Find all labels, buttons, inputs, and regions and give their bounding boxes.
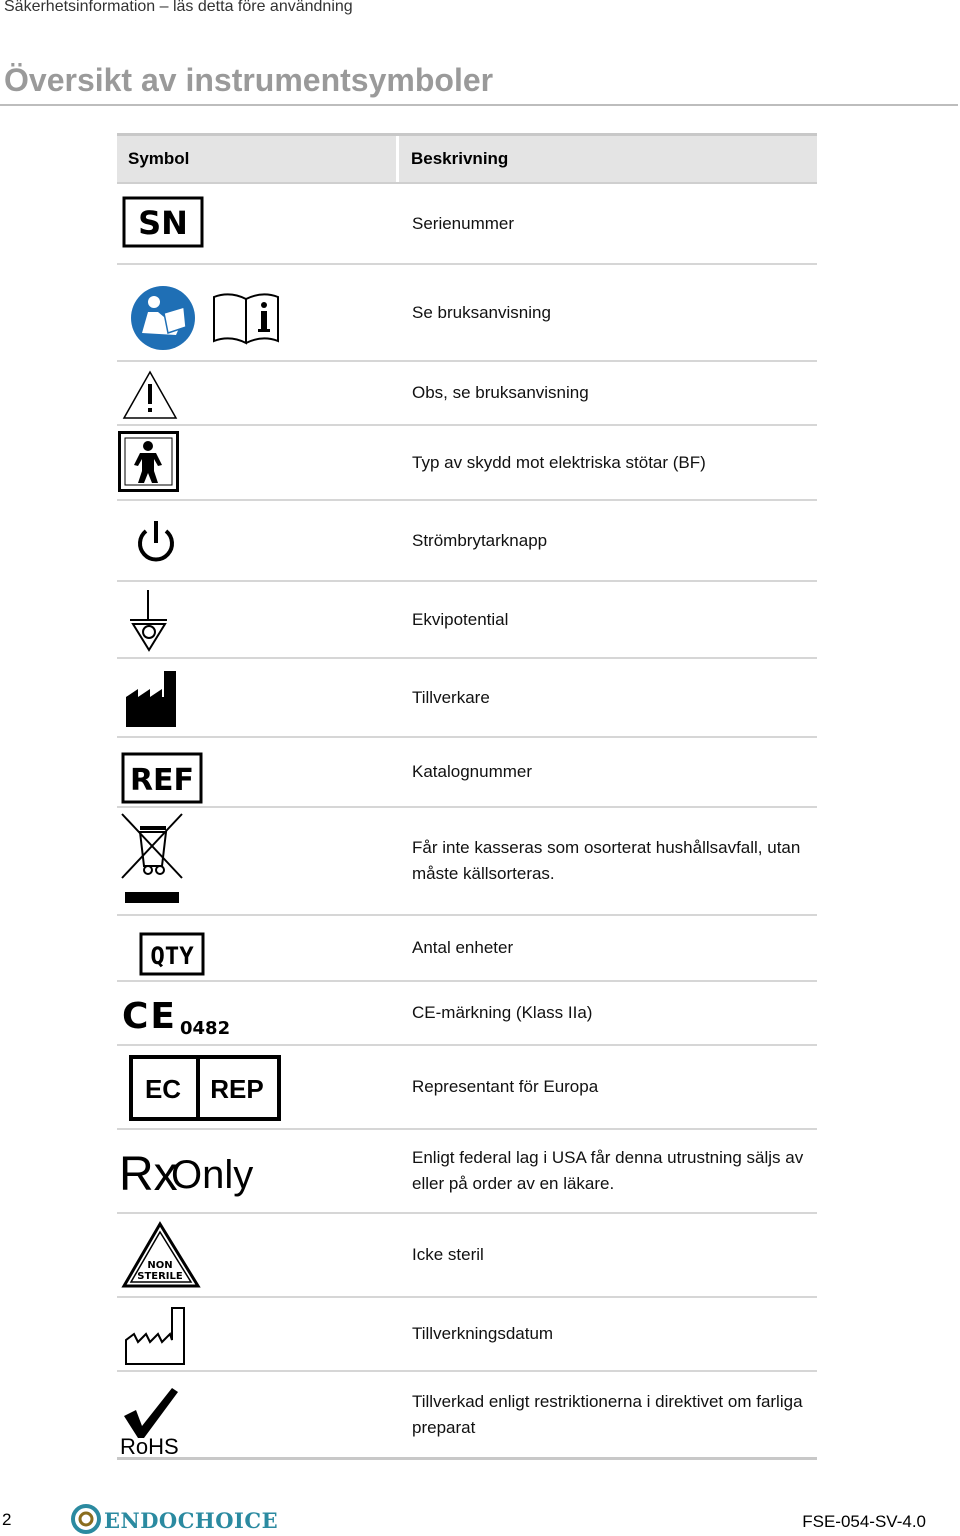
table-row [117, 265, 817, 362]
weee-icon [120, 812, 186, 906]
running-head: Säkerhetsinformation – läs detta före användning [4, 0, 353, 15]
row-description: Se bruksanvisning [412, 302, 551, 322]
catalog-number-icon [121, 752, 203, 804]
type-bf-icon [118, 431, 180, 493]
ec-rep-icon [129, 1055, 281, 1121]
header-symbol: Symbol [117, 136, 399, 182]
table-header [117, 133, 817, 184]
table-row [117, 1372, 817, 1460]
only-label: Only [171, 1153, 254, 1197]
row-description: Serienummer [412, 213, 515, 233]
date-of-manufacture-icon [124, 1306, 190, 1368]
row-description: Icke steril [412, 1245, 484, 1264]
ec-label: EC [144, 1074, 182, 1104]
table-row [117, 362, 817, 426]
table-row [117, 1298, 817, 1372]
logo-text: ENDOCHOICE [104, 1508, 279, 1533]
table-row [117, 582, 817, 659]
table-row [117, 982, 817, 1046]
table-row [117, 184, 817, 265]
title-divider [0, 104, 958, 106]
sn-label: SN [138, 204, 188, 242]
caution-icon [122, 370, 178, 420]
sterile-label: STERILE [137, 1271, 183, 1282]
row-description: Strömbrytarknapp [412, 530, 548, 550]
qty-label: QTY [150, 942, 194, 970]
serial-number-icon [122, 196, 204, 248]
row-description: Katalognummer [412, 762, 533, 781]
endochoice-logo [70, 1502, 279, 1536]
ce-number: 0482 [180, 1018, 231, 1039]
row-description: Får inte kasseras som osorterat hushållsavfall, utan måste källsorteras. [412, 838, 801, 883]
non-label: NON [147, 1260, 173, 1271]
power-icon [135, 519, 177, 567]
row-description: Tillverkare [412, 687, 490, 707]
symbol-table [117, 133, 817, 1460]
table-row [117, 659, 817, 738]
page-number: 2 [2, 1510, 12, 1529]
document-id: FSE-054-SV-4.0 [802, 1512, 926, 1531]
rohs-label: RoHS [120, 1434, 179, 1459]
header-description: Beskrivning [411, 149, 509, 168]
row-description: Tillverkningsdatum [412, 1324, 554, 1343]
ce-label: CE [122, 996, 178, 1037]
table-row [117, 1046, 817, 1130]
row-description: Enligt federal lag i USA får denna utrustning säljs av eller på order av en läkare. [412, 1148, 804, 1193]
table-row [117, 808, 817, 916]
table-row [117, 738, 817, 808]
ce-mark-icon [122, 996, 231, 1039]
table-row [117, 1130, 817, 1214]
rx-label: Rx [119, 1148, 178, 1201]
table-row [117, 1214, 817, 1298]
rep-label: REP [210, 1074, 264, 1104]
quantity-icon [139, 932, 205, 976]
manufacturer-icon [124, 669, 180, 729]
table-row [117, 426, 817, 501]
row-description: Representant för Europa [412, 1077, 599, 1096]
page-title: Översikt av instrumentsymboler [4, 62, 494, 98]
rx-only-icon [119, 1142, 254, 1206]
non-sterile-icon [122, 1222, 202, 1288]
row-description: Ekvipotential [412, 609, 509, 629]
equipotential-icon [127, 590, 173, 654]
row-description: Tillverkad enligt restriktionerna i direktivet om farliga preparat [412, 1391, 803, 1437]
row-description: CE-märkning (Klass IIa) [412, 1003, 593, 1022]
table-row [117, 916, 817, 982]
ref-label: REF [129, 763, 195, 798]
table-row [117, 501, 817, 582]
consult-instructions-icon [130, 285, 200, 355]
row-description: Typ av skydd mot elektriska stötar (BF) [412, 452, 706, 472]
rohs-icon [118, 1386, 188, 1459]
row-description: Obs, se bruksanvisning [412, 383, 589, 402]
manual-icon [212, 291, 284, 345]
row-description: Antal enheter [412, 938, 514, 957]
